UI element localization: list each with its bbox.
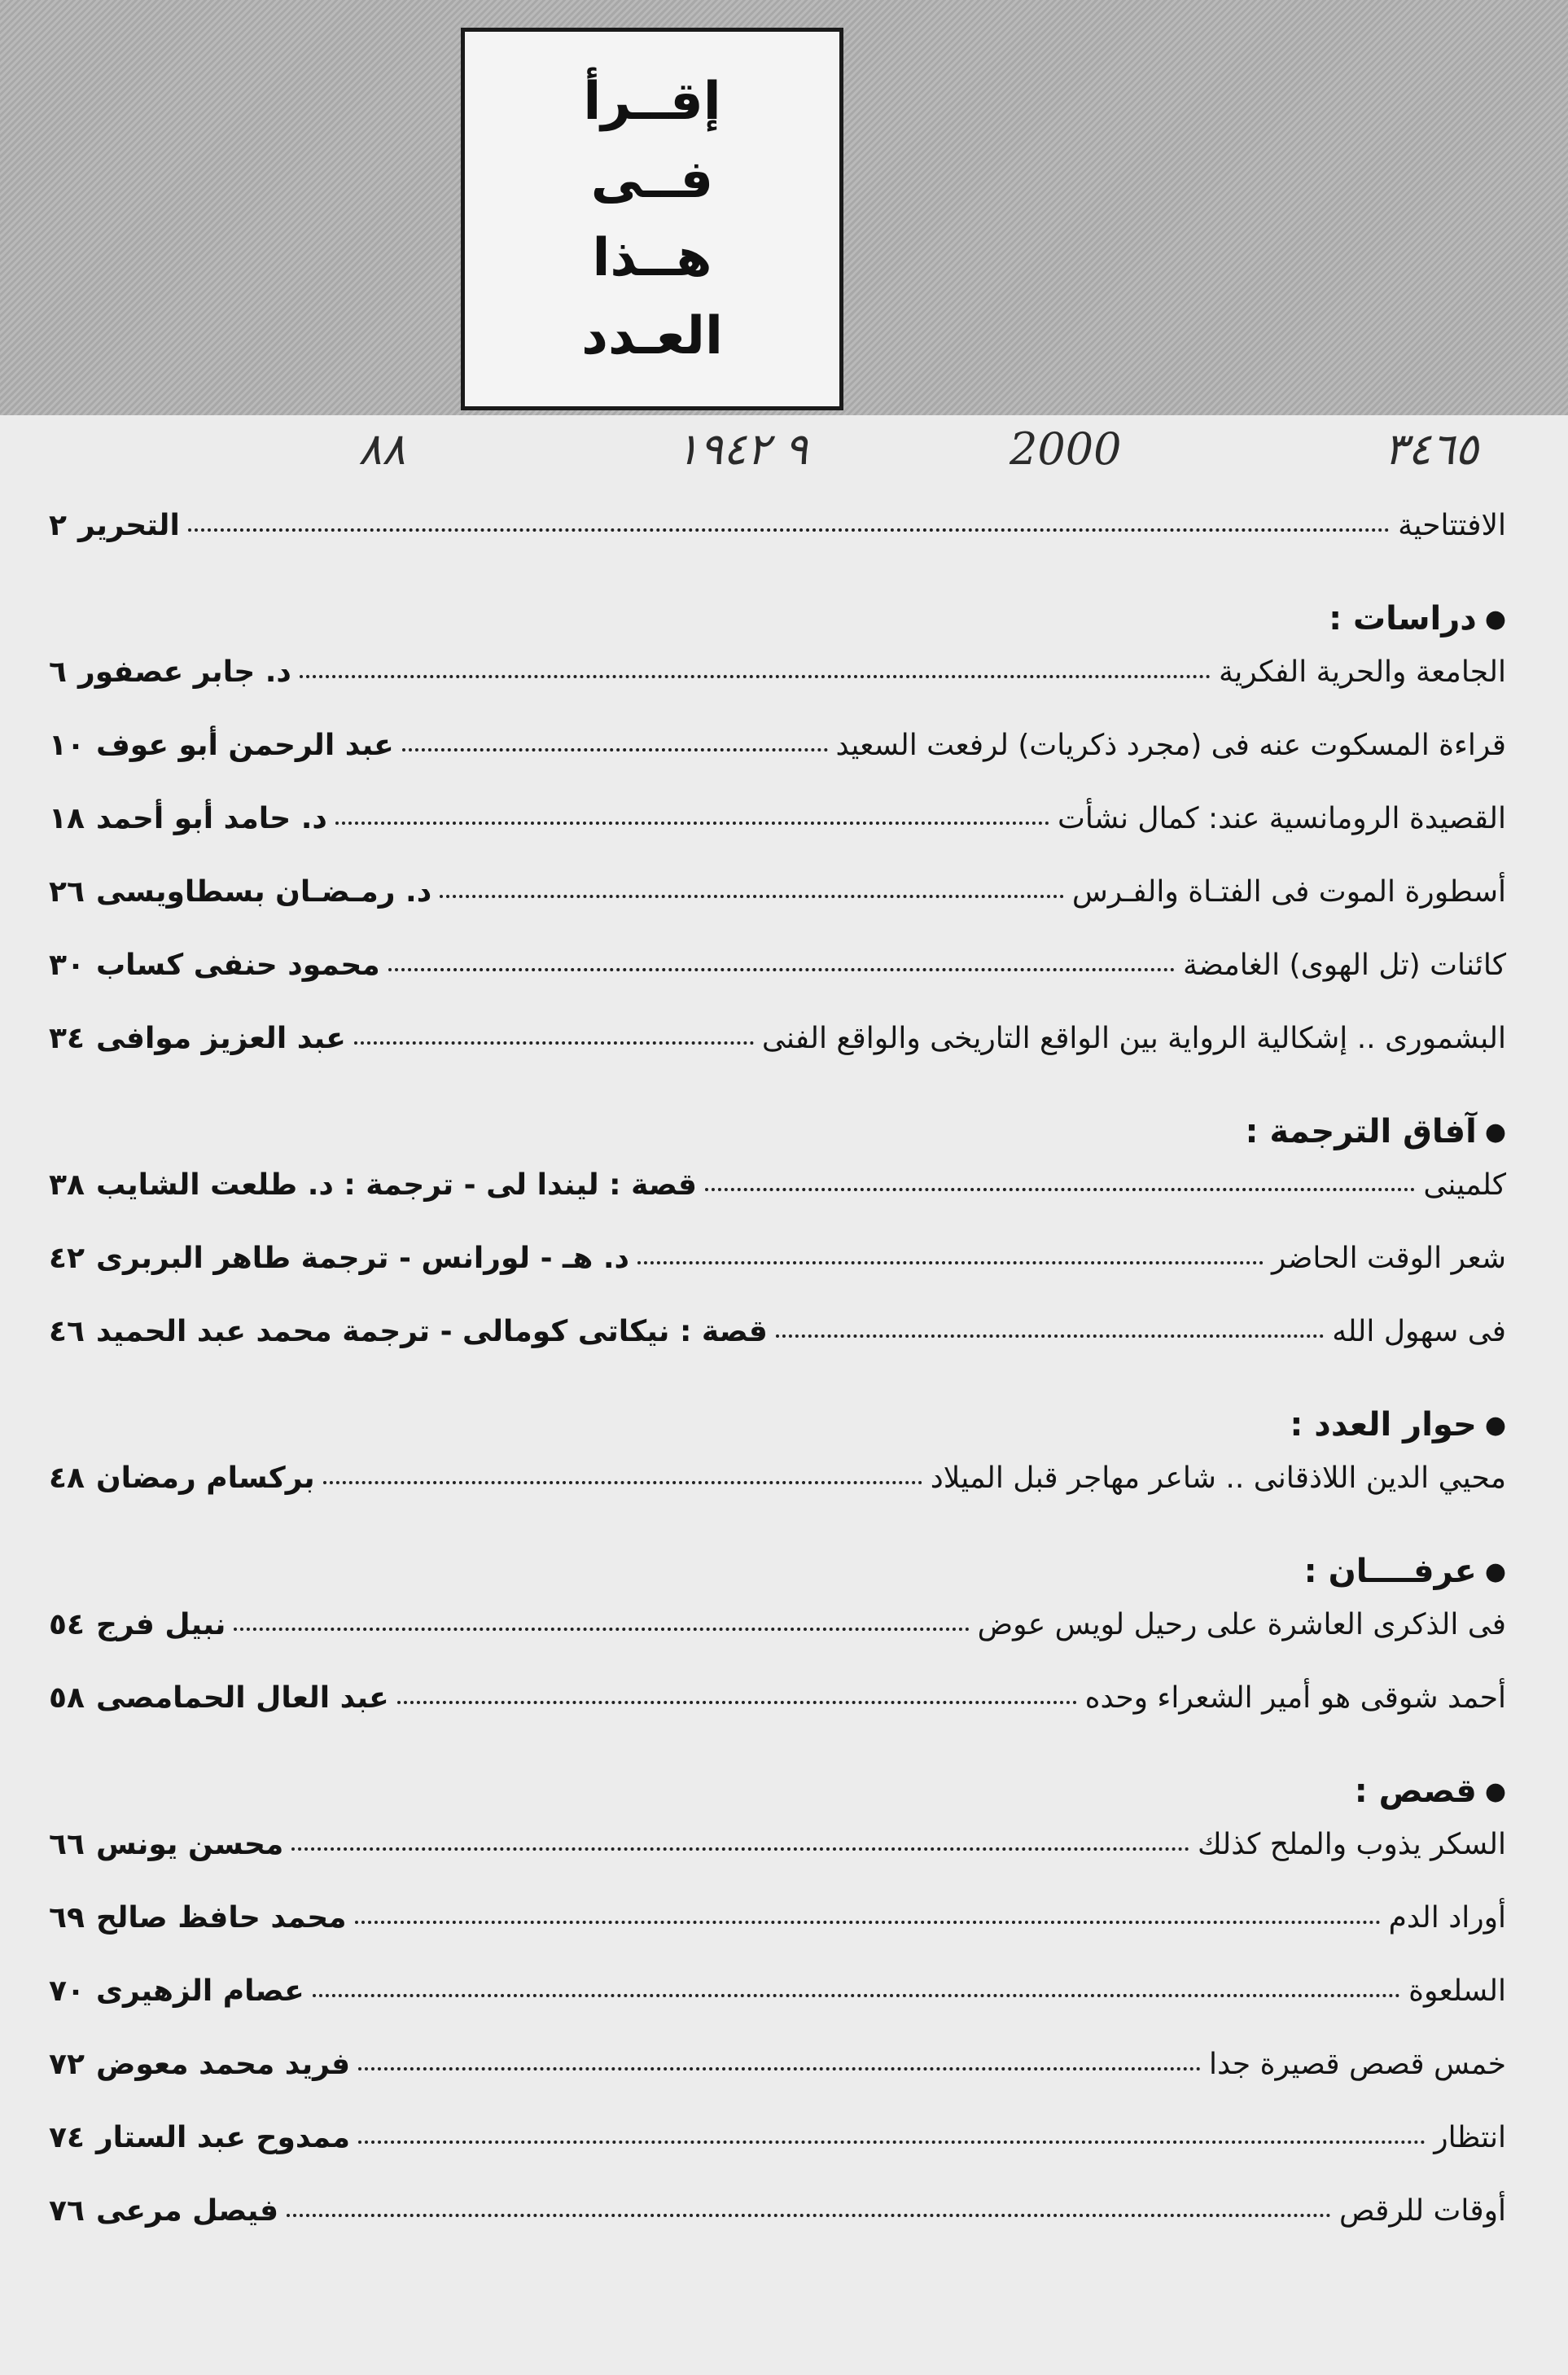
entry-title: انتظار [1434,2121,1506,2154]
entry-author: قصة : ليندا لى - ترجمة : د. طلعت الشايب [95,1168,697,1202]
section-heading [49,1535,1506,1608]
leader-dots [440,895,1064,898]
leader-dots [291,1847,1189,1851]
entry-title: أسطورة الموت فى الفتـاة والفـرس [1071,875,1506,909]
entry-page: ٣٤ [49,1022,85,1055]
entry-author: د. جابر عصفور [77,655,291,689]
entry-author: عبد العال الحمامصى [95,1681,389,1715]
toc-entry[interactable] [49,655,1506,729]
entry-title: الافتتاحية [1398,509,1506,542]
title-line: إقــرأ [583,72,721,132]
toc-entry[interactable] [49,875,1506,949]
toc-entry[interactable] [49,1168,1506,1242]
entry-title: خمس قصص قصيرة جدا [1209,2048,1506,2081]
entry-page: ٤٢ [49,1242,85,1275]
leader-dots [402,748,828,751]
entry-page: ٧٦ [49,2194,85,2228]
toc-entry[interactable] [49,509,1506,582]
section-heading-label: حوار العدد : [1290,1406,1477,1444]
entry-title: السكر يذوب والملح كذلك [1197,1828,1506,1861]
toc-entry[interactable] [49,2048,1506,2121]
entry-title: أحمد شوقى هو أمير الشعراء وحده [1084,1681,1506,1715]
issue-title-box [461,28,843,410]
toc-entry[interactable] [49,802,1506,875]
entry-author: د. حامد أبو أحمد [95,802,327,835]
entry-title: القصيدة الرومانسية عند: كمال نشأت [1057,802,1506,835]
entry-page: ٣٠ [49,949,85,982]
entry-author: عصام الزهيرى [95,1974,304,2008]
entry-title: أوقات للرقص [1339,2194,1506,2228]
entry-page: ٧٠ [49,1974,85,2008]
handwritten-note-left: ٨٨ [358,423,406,475]
leader-dots [388,968,1175,971]
leader-dots [705,1188,1415,1191]
section-heading-label: آفاق الترجمة : [1245,1113,1477,1150]
entry-author: نبيل فرج [95,1608,226,1641]
entry-title: قراءة المسكوت عنه فى (مجرد ذكريات) لرفعت السعيد [835,729,1506,762]
handwritten-year: 2000 [1010,423,1122,475]
leader-dots [313,1994,1400,1997]
entry-page: ٧٤ [49,2121,85,2154]
entry-page: ٥٨ [49,1681,85,1715]
leader-dots [776,1334,1324,1338]
toc-entry[interactable] [49,949,1506,1022]
entry-title: السلعوة [1408,1974,1506,2008]
entry-author: التحرير [77,509,180,542]
entry-page: ٦٩ [49,1901,85,1935]
section-heading-label: دراسات : [1329,600,1477,638]
toc-entry[interactable] [49,1974,1506,2048]
toc-entry[interactable] [49,1461,1506,1535]
leader-dots [300,675,1211,678]
title-line: فــى [590,150,714,210]
toc-entry[interactable] [49,1681,1506,1755]
entry-author: د. هـ - لورانس - ترجمة طاهر البربرى [95,1242,630,1275]
handwritten-note-right: ٣٤٦٥ [1384,423,1479,475]
entry-author: عبد الرحمن أبو عوف [95,729,394,762]
entry-page: ٤٦ [49,1315,85,1348]
entry-title: كلمينى [1423,1168,1506,1202]
leader-dots [355,1921,1381,1924]
bullet-icon: ● [1484,1410,1506,1439]
entry-title: فى سهول الله [1332,1315,1506,1348]
entry-page: ٦٦ [49,1828,85,1861]
entry-page: ٥٤ [49,1608,85,1641]
entry-author: فيصل مرعى [95,2194,279,2228]
handwritten-code: ٩ ١٩٤٢ [676,423,808,475]
table-of-contents [49,509,1506,2268]
entry-author: محسن يونس [95,1828,284,1861]
entry-page: ٣٨ [49,1168,85,1202]
leader-dots [358,2067,1201,2070]
entry-title: البشمورى .. إشكالية الرواية بين الواقع التاريخى والواقع الفنى [761,1022,1506,1055]
entry-page: ٦ [49,655,67,689]
leader-dots [335,822,1049,825]
section-heading [49,582,1506,655]
entry-author: فريد محمد معوض [95,2048,351,2081]
toc-entry[interactable] [49,1901,1506,1974]
bullet-icon: ● [1484,1117,1506,1146]
toc-entry[interactable] [49,1242,1506,1315]
leader-dots [287,2214,1331,2217]
entry-page: ١٨ [49,802,85,835]
section-heading [49,1095,1506,1168]
entry-title: أوراد الدم [1388,1901,1506,1935]
section-heading-label: قصص : [1354,1772,1477,1810]
entry-author: ممدوح عبد الستار [95,2121,351,2154]
entry-title: شعر الوقت الحاضر [1271,1242,1506,1275]
leader-dots [234,1628,969,1631]
entry-title: محيي الدين اللاذقانى .. شاعر مهاجر قبل الميلاد [930,1461,1506,1495]
section-heading [49,1755,1506,1828]
title-line: هــذا [592,228,712,288]
bullet-icon: ● [1484,1777,1506,1806]
entry-page: ٤٨ [49,1461,85,1495]
toc-entry[interactable] [49,2194,1506,2268]
leader-dots [397,1701,1077,1704]
entry-author: قصة : نيكاتى كومالى - ترجمة محمد عبد الحميد [95,1315,768,1348]
entry-page: ١٠ [49,729,85,762]
toc-entry[interactable] [49,1608,1506,1681]
bullet-icon: ● [1484,604,1506,633]
entry-author: د. رمـضـان بسطاويسى [95,875,432,909]
title-line: العـدد [581,306,723,366]
bullet-icon: ● [1484,1557,1506,1586]
entry-title: فى الذكرى العاشرة على رحيل لويس عوض [977,1608,1506,1641]
entry-title: كائنات (تل الهوى) الغامضة [1182,949,1506,982]
section-heading [49,1388,1506,1461]
leader-dots [358,2141,1426,2144]
toc-entry[interactable] [49,1022,1506,1095]
leader-dots [323,1481,922,1484]
entry-author: محمد حافظ صالح [95,1901,347,1935]
entry-title: الجامعة والحرية الفكرية [1218,655,1506,689]
entry-author: بركسام رمضان [95,1461,315,1495]
entry-author: عبد العزيز موافى [95,1022,346,1055]
entry-page: ٢٦ [49,875,85,909]
entry-author: محمود حنفى كساب [95,949,380,982]
toc-entry[interactable] [49,1828,1506,1901]
section-heading-label: عرفــــان : [1303,1553,1477,1590]
entry-page: ٧٢ [49,2048,85,2081]
toc-entry[interactable] [49,729,1506,802]
leader-dots [188,528,1390,532]
toc-entry[interactable] [49,1315,1506,1388]
leader-dots [637,1261,1264,1264]
toc-entry[interactable] [49,2121,1506,2194]
entry-page: ٢ [49,509,67,542]
leader-dots [354,1041,754,1045]
